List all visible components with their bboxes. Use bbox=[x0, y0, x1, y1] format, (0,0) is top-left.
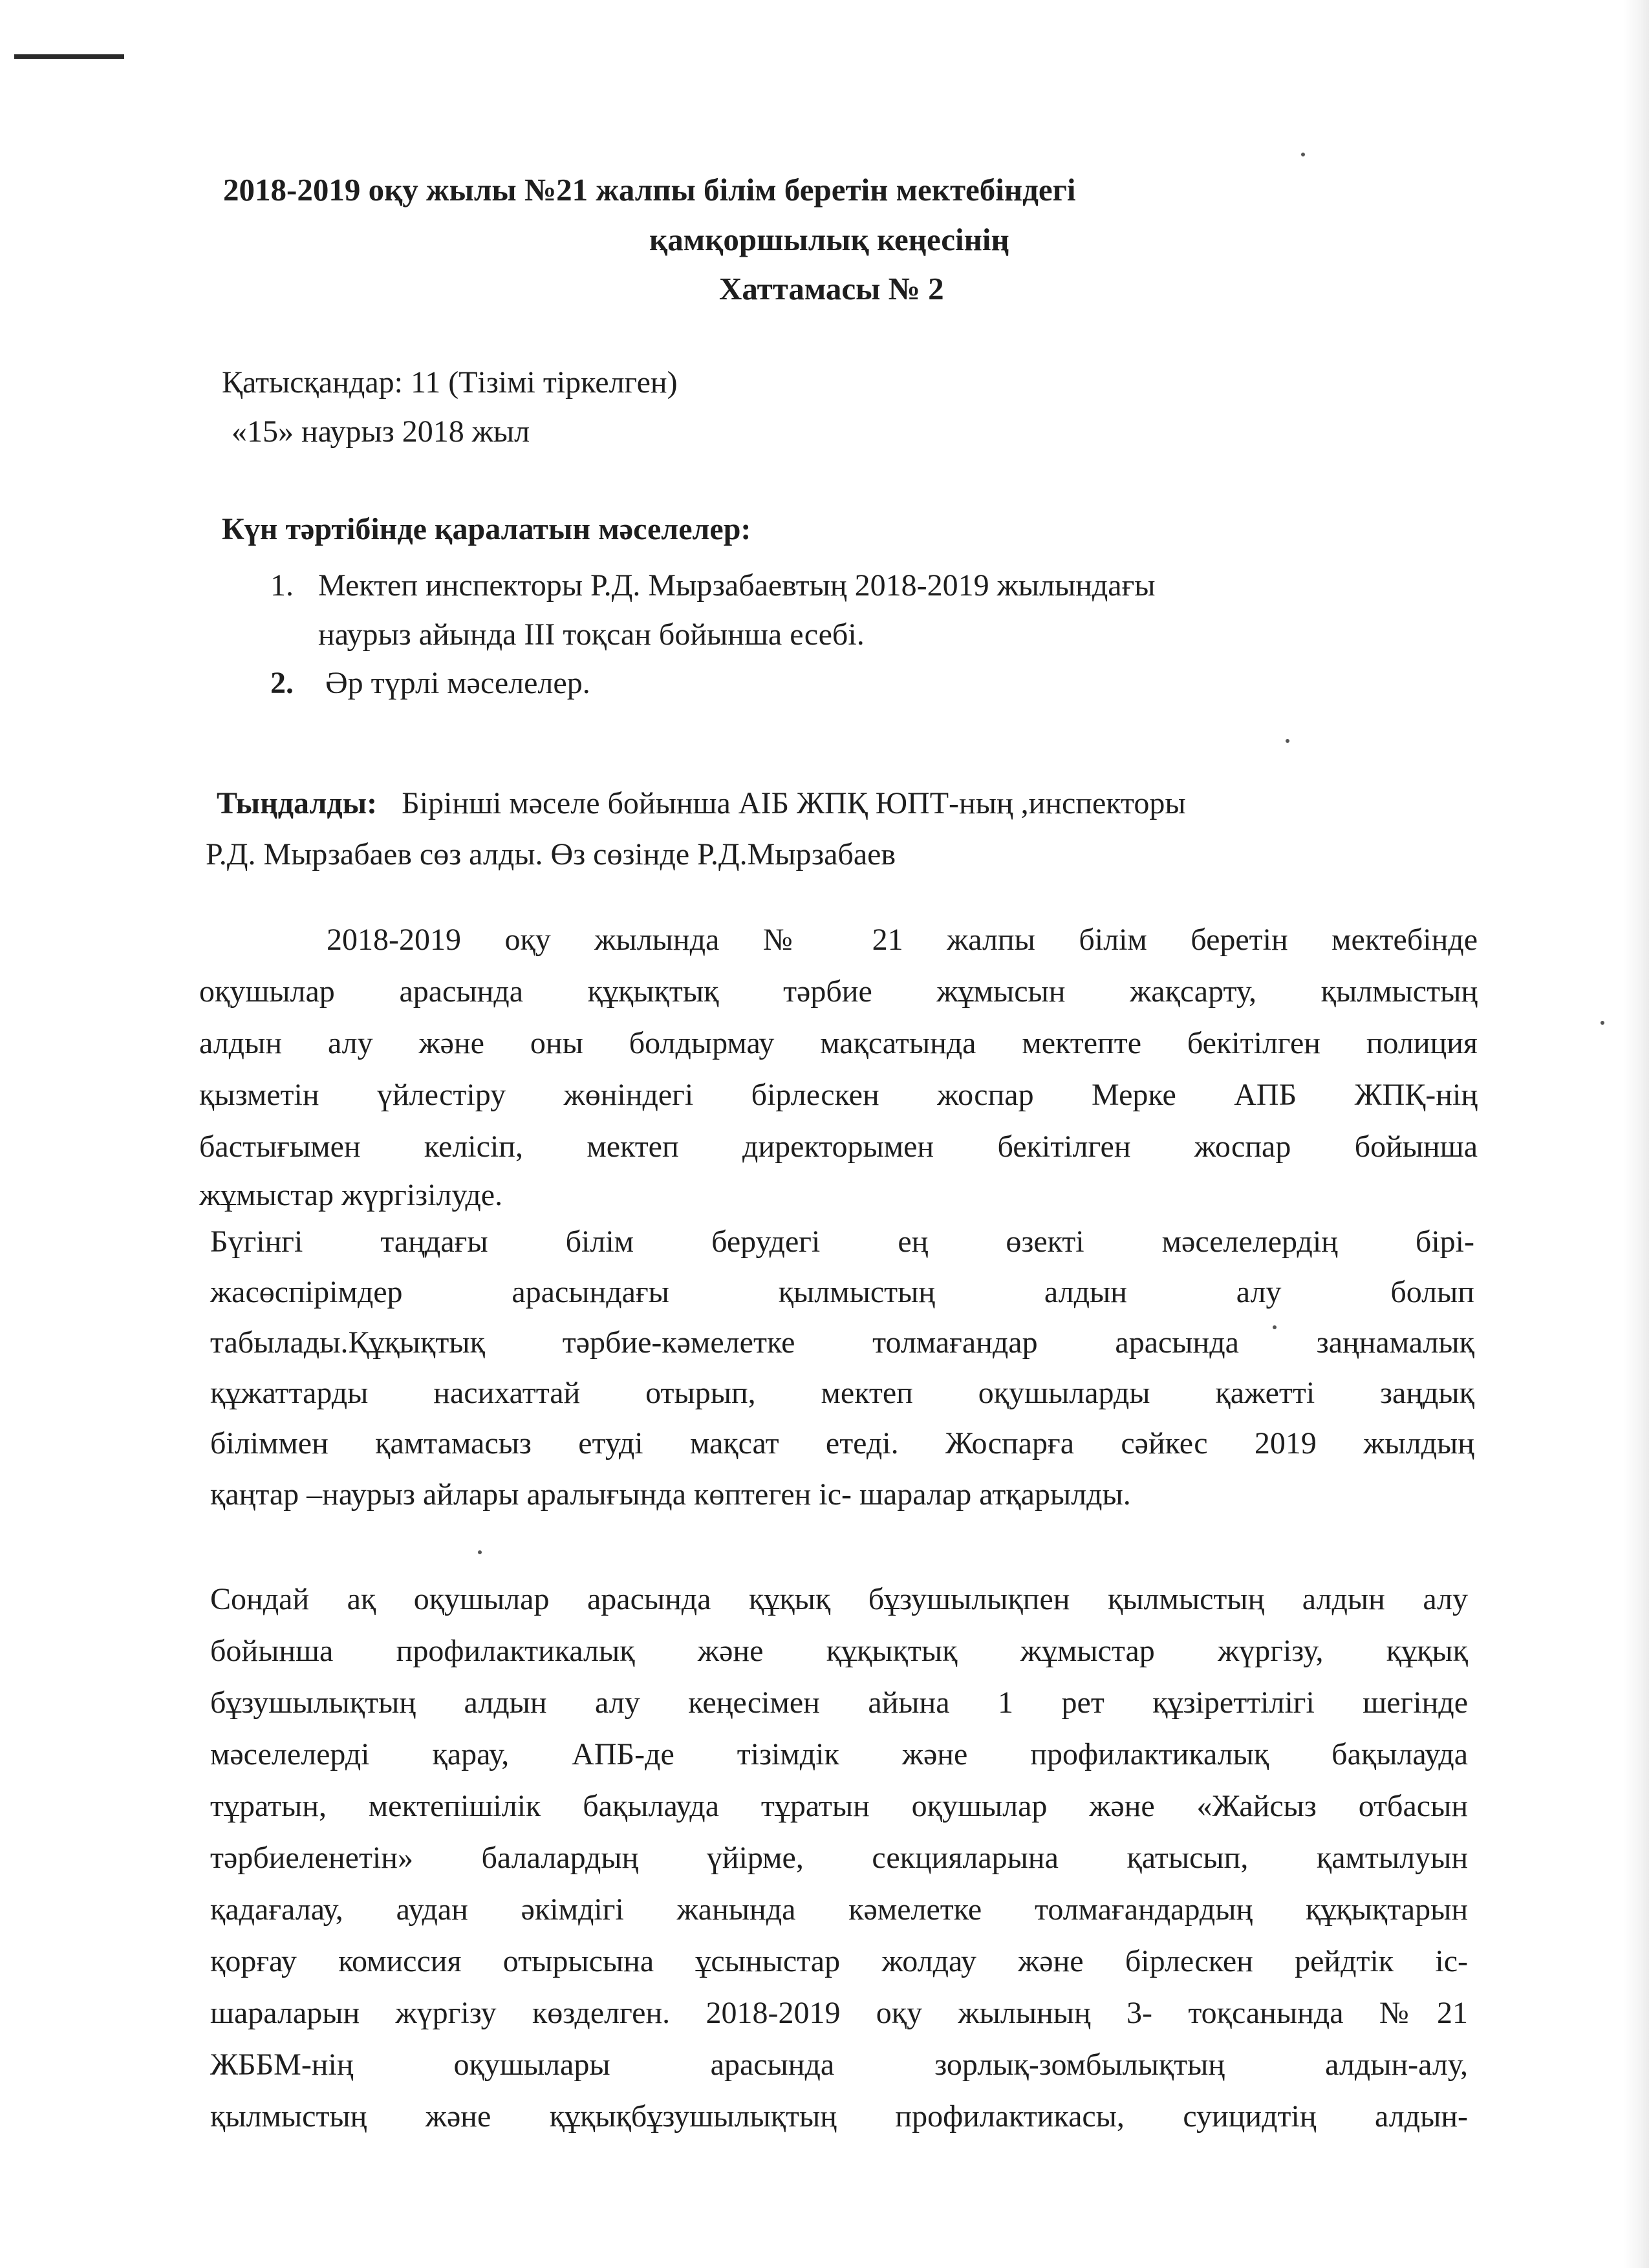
paragraph1-line: қызметін үйлестіру жөніндегі бірлескен жоспар Мерке АПБ ЖПҚ-нің bbox=[199, 1078, 1478, 1112]
paragraph2-line: құжаттарды насихаттай отырып, мектеп оқушыларды қажетті заңдық bbox=[210, 1376, 1474, 1410]
paragraph3-line: қылмыстың және құқықбұзушылықтың профилактикасы, суицидтің алдын- bbox=[210, 2099, 1468, 2134]
heard-label: Тыңдалды: bbox=[217, 786, 378, 820]
meeting-date: «15» наурыз 2018 жыл bbox=[232, 414, 530, 449]
paragraph3-line: бұзушылықтың алдын алу кеңесімен айына 1 рет құзіреттілігі шегінде bbox=[210, 1685, 1468, 1720]
agenda-item-1-number: 1. bbox=[270, 568, 294, 603]
document-title-line1: 2018-2019 оқу жылы №21 жалпы білім беретін мектебіндегі bbox=[223, 172, 1076, 208]
paragraph1-line: бастығымен келісіп, мектеп директорымен бекітілген жоспар бойынша bbox=[199, 1129, 1478, 1164]
paragraph1-line: жұмыстар жүргізілуде. bbox=[199, 1178, 503, 1212]
paragraph2-line: Бүгінгі таңдағы білім берудегі ең өзекті мәселелердің бірі- bbox=[210, 1225, 1474, 1259]
paragraph2-line: табылады.Құқықтық тәрбие-кәмелетке толмағандар арасында заңнамалық bbox=[210, 1325, 1474, 1360]
paragraph3-line: бойынша профилактикалық және құқықтық жұмыстар жүргізу, құқық bbox=[210, 1634, 1468, 1668]
scan-artifact-dash bbox=[14, 54, 124, 59]
paragraph3-line: тәрбиеленетін» балалардың үйірме, секцияларына қатысып, қамтылуын bbox=[210, 1841, 1468, 1875]
agenda-item-1-line1: Мектеп инспекторы Р.Д. Мырзабаевтың 2018-2019 жылындағы bbox=[318, 568, 1156, 603]
paragraph1-line: оқушылар арасында құқықтық тәрбие жұмысын жақсарту, қылмыстың bbox=[199, 974, 1478, 1009]
paragraph3-line: тұратын, мектепішілік бақылауда тұратын оқушылар және «Жайсыз отбасын bbox=[210, 1789, 1468, 1823]
paragraph3-line: шараларын жүргізу көзделген. 2018-2019 оқу жылының 3- тоқсанында №21 bbox=[210, 1996, 1468, 2030]
agenda-item-2-number: 2. bbox=[270, 666, 294, 700]
paragraph1-line: 2018-2019 оқу жылында № 21 жалпы білім беретін мектебінде bbox=[327, 923, 1478, 957]
paragraph2-line: біліммен қамтамасыз етуді мақсат етеді. Жоспарға сәйкес 2019 жылдың bbox=[210, 1426, 1474, 1460]
agenda-item-2-text: Әр түрлі мәселелер. bbox=[325, 666, 590, 700]
scan-speck bbox=[1301, 153, 1305, 156]
paragraph3-line: мәселелерді қарау, АПБ-де тізімдік және профилактикалық бақылауда bbox=[210, 1737, 1468, 1771]
paragraph3-line: қорғау комиссия отырысына ұсыныстар жолдау және бірлескен рейдтік іс- bbox=[210, 1944, 1468, 1978]
heard-line1-text: Бірінші мәселе бойынша АІБ ЖПҚ ЮПТ-ның ,инспекторы bbox=[402, 786, 1186, 820]
participants-count: Қатысқандар: 11 (Тізімі тіркелген) bbox=[222, 365, 678, 400]
paragraph3-line: ЖББМ-нің оқушылары арасында зорлық-зомбылықтың алдын-алу, bbox=[210, 2048, 1468, 2082]
agenda-heading: Күн тәртібінде қаралатын мәселелер: bbox=[222, 512, 751, 546]
scan-speck bbox=[1286, 739, 1289, 743]
scan-speck bbox=[478, 1550, 482, 1554]
document-title-line3: Хаттамасы № 2 bbox=[719, 271, 944, 306]
scan-edge-shadow bbox=[1623, 0, 1649, 2268]
heard-line1 bbox=[217, 785, 1478, 822]
paragraph1-line: алдын алу және оны болдырмау мақсатында мектепте бекітілген полиция bbox=[199, 1026, 1478, 1060]
document-title-line2: қамқоршылық кеңесінің bbox=[649, 222, 1009, 257]
paragraph2-line: қаңтар –наурыз айлары аралығында көптеген іс- шаралар атқарылды. bbox=[210, 1477, 1131, 1512]
paragraph3-line: Сондай ақ оқушылар арасында құқық бұзушылықпен қылмыстың алдын алу bbox=[210, 1582, 1468, 1616]
scan-speck bbox=[1600, 1021, 1604, 1025]
agenda-item-1-line2: наурыз айында ІІІ тоқсан бойынша есебі. bbox=[318, 617, 865, 652]
paragraph3-line: қадағалау, аудан әкімдігі жанында кәмелетке толмағандардың құқықтарын bbox=[210, 1892, 1468, 1927]
paragraph2-line: жасөспірімдер арасындағы қылмыстың алдын алу болып bbox=[210, 1275, 1474, 1309]
heard-line2: Р.Д. Мырзабаев сөз алды. Өз сөзінде Р.Д.Мырзабаев bbox=[206, 837, 896, 872]
